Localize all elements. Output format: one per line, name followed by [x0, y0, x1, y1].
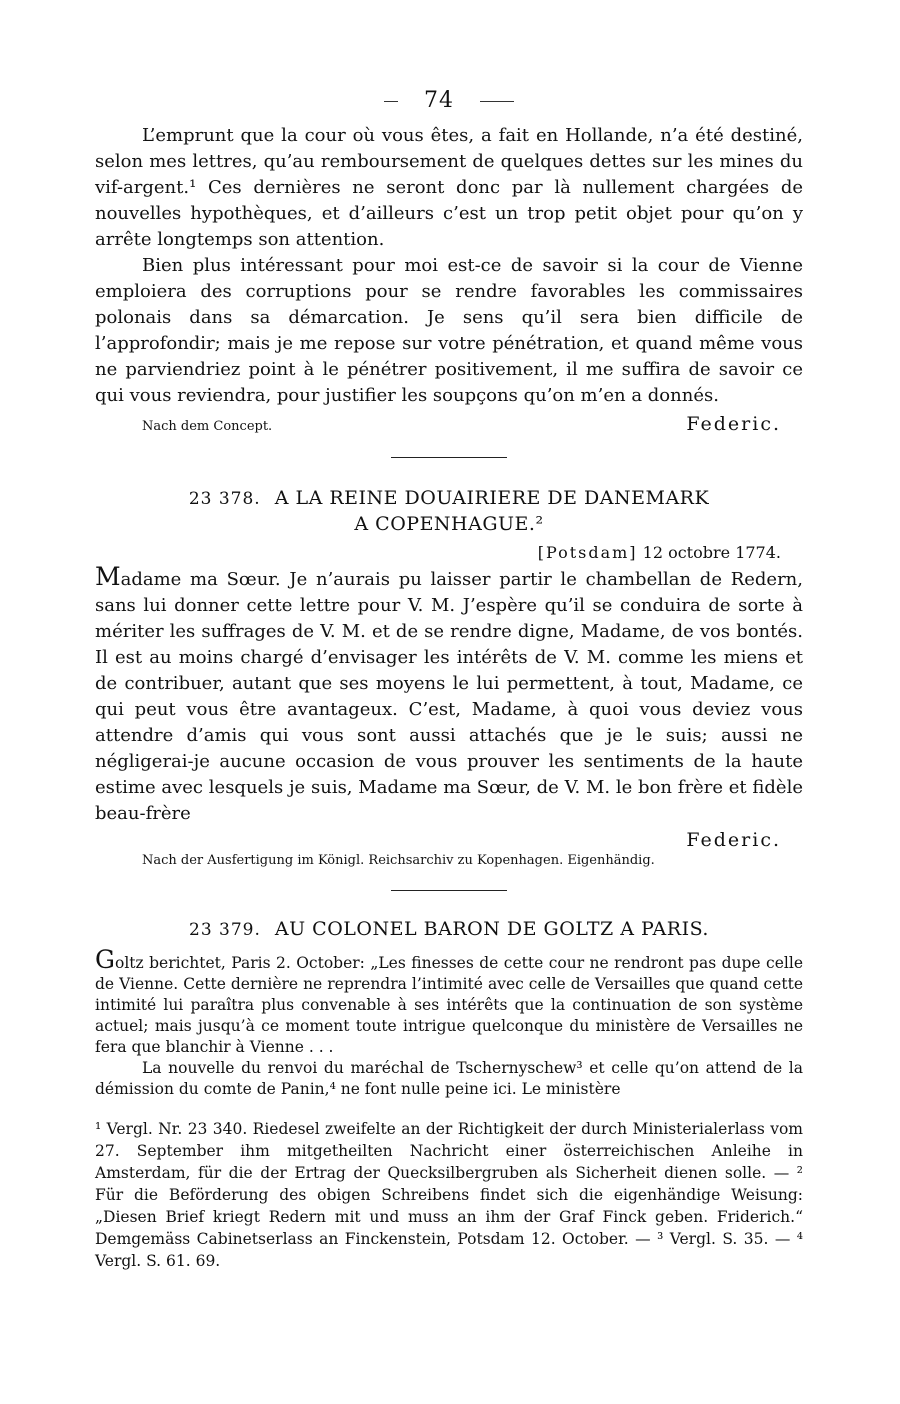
letter-number-2: 23 379. — [189, 920, 261, 940]
page-number: 74 — [424, 88, 454, 113]
paragraph-vienne: Bien plus intéressant pour moi est-ce de savoir si la cour de Vienne emploiera des corruptions pour se rendre favorables les commissaires polonais dans sa démarcation. Je sens qu’il sera bien difficile de l’approfondir; mais je me repose sur votre pénétration, et quand même vous ne parviendriez point à le pénétrer positivement, il me suffira de savoir ce qui vous reviendra, pour justifier les soupçons qu’on m’en a donnés. — [95, 255, 803, 406]
drop-cap-g: G — [95, 945, 115, 974]
page-number-line — [95, 88, 803, 113]
letter-heading-23378 — [95, 486, 803, 537]
letter-title-line-1: A LA REINE DOUAIRIERE DE DANEMARK — [274, 487, 710, 509]
letter-heading-23379 — [95, 917, 803, 943]
letter-body-queen — [95, 564, 803, 827]
footnotes: ¹ Vergl. Nr. 23 340. Riedesel zweifelte an der Richtigkeit der durch Ministerialerlass vom 27. September ihm mitgetheilten Nachricht einer österreichischen Anleihe in Amsterdam, für die der Ertrag der Quecksilbergruben als Sicherheit dienen solle. — ² Für die Beförderung des obigen Schreibens findet sich die eigenhändige Weisung: „Diesen Brief kriegt Redern mit und muss an ihm der Graf Finck geben. Friderich.“ Demgemäss Cabinetserlass an Finckenstein, Potsdam 12. October. — ³ Vergl. S. 35. — ⁴ Vergl. S. 61. 69. — [95, 1120, 803, 1270]
signature-1: Federic. — [686, 413, 781, 435]
paragraph-loan: L’emprunt que la cour où vous êtes, a fait en Hollande, n’a été destiné, selon mes lettres, qu’au remboursement de quelques dettes sur les mines du vif-argent.¹ Ces dernières ne seront donc par là nullement chargées de nouvelles hypothèques, et d’ailleurs c’est un trop petit objet pour qu’on y arrête longtemps son attention. — [95, 125, 803, 250]
page-number-dash-right — [480, 101, 514, 102]
date-place: [Potsdam] — [537, 543, 638, 562]
closing-row-1 — [95, 413, 803, 435]
separator-rule-1 — [391, 457, 507, 458]
letter-body-text: adame ma Sœur. Je n’aurais pu laisser partir le chambellan de Redern, sans lui donner cette lettre pour V. M. J’espère qu’il se conduira de sorte à mériter les suffrages de V. M. et de se rendre digne, Madame, de vos bontés. Il est au moins chargé d’envisager les intérêts de V. M. comme les miens et de contribuer, autant que ses moyens le lui permettent, à tout, Madame, ce qui peut vous être avantageux. C’est, Madame, à quoi vous deviez vous attendre d’amis qui vous sont aussi attachés que je le suis; aussi ne négligerai-je aucune occasion de vous prouver les sentiments de la haute estime avec lesquels je suis, Madame ma Sœur, de V. M. le bon frère et fidèle beau-frère — [95, 569, 803, 824]
signature-2: Federic. — [686, 829, 781, 851]
source-note-1: Nach dem Concept. — [142, 419, 273, 434]
signature-block-2 — [95, 829, 803, 851]
letter-title-line-2: A COPENHAGUE.² — [354, 513, 544, 535]
letter-number: 23 378. — [188, 489, 261, 509]
goltz-report — [95, 945, 803, 1058]
date: 12 octobre 1774. — [642, 543, 781, 562]
dateline — [95, 543, 803, 562]
drop-cap-m: M — [95, 562, 121, 591]
document-page — [95, 88, 803, 1272]
letter-title-goltz: AU COLONEL BARON DE GOLTZ A PARIS. — [274, 918, 709, 940]
source-note-2: Nach der Ausfertigung im Königl. Reichsarchiv zu Kopenhagen. Eigenhändig. — [142, 853, 655, 868]
goltz-report-continued: La nouvelle du renvoi du maréchal de Tschernyschew³ et celle qu’on attend de la démission du comte de Panin,⁴ ne font nulle peine ici. Le ministère — [95, 1059, 803, 1098]
page-number-dash-left — [384, 101, 398, 102]
goltz-report-text: oltz berichtet, Paris 2. October: „Les finesses de cette cour ne rendront pas dupe celle de Vienne. Cette dernière ne reprendra l’intimité avec celle de Versailles que quand cette intimité lui paraîtra plus convenable à ses intérêts que la continuation de son système actuel; mais jusqu’à ce moment toute intrigue quelconque du ministère de Versailles ne fera que blanchir à Vienne . . . — [95, 954, 803, 1056]
separator-rule-2 — [391, 890, 507, 891]
